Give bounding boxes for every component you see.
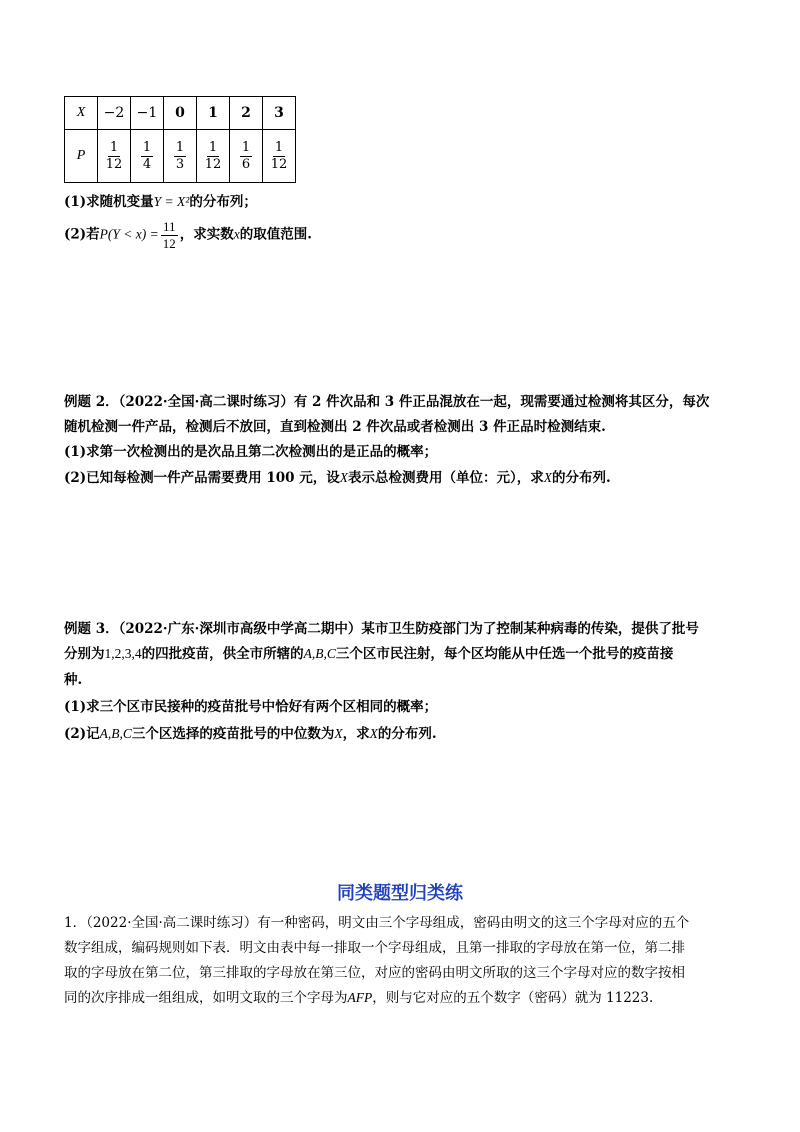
fraction-numerator: 1 <box>241 139 251 155</box>
table-header-p: P <box>65 130 98 183</box>
math-expression: A,B,C <box>99 726 132 741</box>
table-cell-x: 0 <box>164 97 197 130</box>
table-cell-x: −1 <box>131 97 164 130</box>
question-text: (2)若 <box>64 226 100 243</box>
example-3-line-1: 例题 3．（2022·广东·深圳市高级中学高二期中）某市卫生防疫部门为了控制某种病毒的传染，提供了批号 <box>64 621 699 637</box>
math-variable: x <box>233 226 240 242</box>
example-3-line-3: 种. <box>64 672 83 688</box>
question-text: 表示总检测费用（单位：元），求 <box>348 470 544 486</box>
table-cell-p <box>230 130 263 183</box>
distribution-table <box>64 96 296 183</box>
section-heading: 同类题型归类练 <box>337 883 463 904</box>
fraction-denominator: 6 <box>241 156 251 172</box>
example-2-question-1: (1)求第一次检测出的是次品且第二次检测出的是正品的概率； <box>64 444 438 460</box>
fraction-numerator: 1 <box>109 139 119 155</box>
example-3-question-1: (1)求三个区市民接种的疫苗批号中恰好有两个区相同的概率； <box>64 699 438 715</box>
fraction-numerator: 1 <box>274 139 284 155</box>
fraction-denominator: 3 <box>175 156 185 172</box>
problem-1-line-1: 1．（2022·全国·高二课时练习）有一种密码，明文由三个字母组成，密码由明文的这三个字母对应的五个 <box>64 915 690 931</box>
question-text: (2)已知每检测一件产品需要费用 100 元，设 <box>64 470 340 486</box>
math-expression: Y = X² <box>153 194 190 209</box>
example-2-question-2 <box>64 466 611 486</box>
table-row-p <box>65 130 296 183</box>
math-expression: P(Y < x) = <box>99 226 159 242</box>
question-text: ，求 <box>342 726 370 742</box>
problem-text: ，则与它对应的五个数字（密码）就为 11223. <box>372 990 654 1006</box>
table-cell-p <box>131 130 164 183</box>
example-2-line-2: 随机检测一件产品，检测后不放回，直到检测出 2 件次品或者检测出 3 件正品时检测结束. <box>64 419 606 435</box>
question-text: 三个区选择的疫苗批号的中位数为 <box>131 726 335 742</box>
math-expression: 1,2,3,4 <box>104 646 142 661</box>
question-text: 的取值范围. <box>239 226 312 243</box>
table-cell-x: 2 <box>230 97 263 130</box>
table-cell-p <box>98 130 131 183</box>
question-text: 的分布列； <box>189 194 257 210</box>
question-text: 三个区市民注射，每个区均能从中任选一个批号的疫苗接 <box>335 646 674 662</box>
table-row-x <box>65 97 296 130</box>
question-text: ，求实数 <box>179 226 234 243</box>
question-text: 的分布列. <box>377 726 437 742</box>
problem-1-line-2: 数字组成，编码规则如下表．明文由表中每一排取一个字母组成，且第一排取的字母放在第一位，第二排 <box>64 940 685 956</box>
question-text: 的分布列. <box>552 470 611 486</box>
fraction-numerator: 1 <box>175 139 185 155</box>
math-variable: X <box>543 470 552 485</box>
problem-text: 同的次序排成一组组成，如明文取的三个字母为 <box>64 990 348 1006</box>
question-text: (2)记 <box>64 726 100 742</box>
math-expression: AFP <box>347 990 373 1005</box>
fraction-numerator: 1 <box>208 139 218 155</box>
table-cell-x: 1 <box>197 97 230 130</box>
fraction-denominator: 12 <box>105 156 123 172</box>
fraction-denominator: 12 <box>270 156 288 172</box>
question-text: (1)求随机变量 <box>64 194 154 210</box>
example-3-question-2 <box>64 722 437 742</box>
table-cell-p <box>164 130 197 183</box>
example-3-line-2 <box>64 642 673 662</box>
problem-1-line-4 <box>64 986 653 1006</box>
fraction-numerator: 1 <box>142 139 152 155</box>
question-text: 分别为 <box>64 646 105 662</box>
table-cell-x: 3 <box>263 97 296 130</box>
table-cell-p <box>263 130 296 183</box>
problem-1-line-3: 取的字母放在第二位，第三排取的字母放在第三位，对应的密码由明文所取的这三个字母对应的数字按相 <box>64 965 685 981</box>
math-variable: X <box>339 470 348 485</box>
table-cell-x: −2 <box>98 97 131 130</box>
example-2-line-1: 例题 2．（2022·全国·高二课时练习）有 2 件次品和 3 件正品混放在一起，现需要通过检测将其区分，每次 <box>64 394 710 410</box>
fraction-denominator: 12 <box>162 235 176 251</box>
question-1 <box>64 190 257 210</box>
fraction-numerator: 11 <box>163 219 176 234</box>
math-variable: X <box>369 726 378 741</box>
table-header-x: X <box>65 97 98 130</box>
question-text: 的四批疫苗，供全市所辖的 <box>141 646 304 662</box>
math-variable: X <box>334 726 343 741</box>
fraction-denominator: 12 <box>204 156 222 172</box>
question-2 <box>64 220 312 250</box>
fraction-denominator: 4 <box>142 156 152 172</box>
table-cell-p <box>197 130 230 183</box>
math-expression: A,B,C <box>303 646 336 661</box>
